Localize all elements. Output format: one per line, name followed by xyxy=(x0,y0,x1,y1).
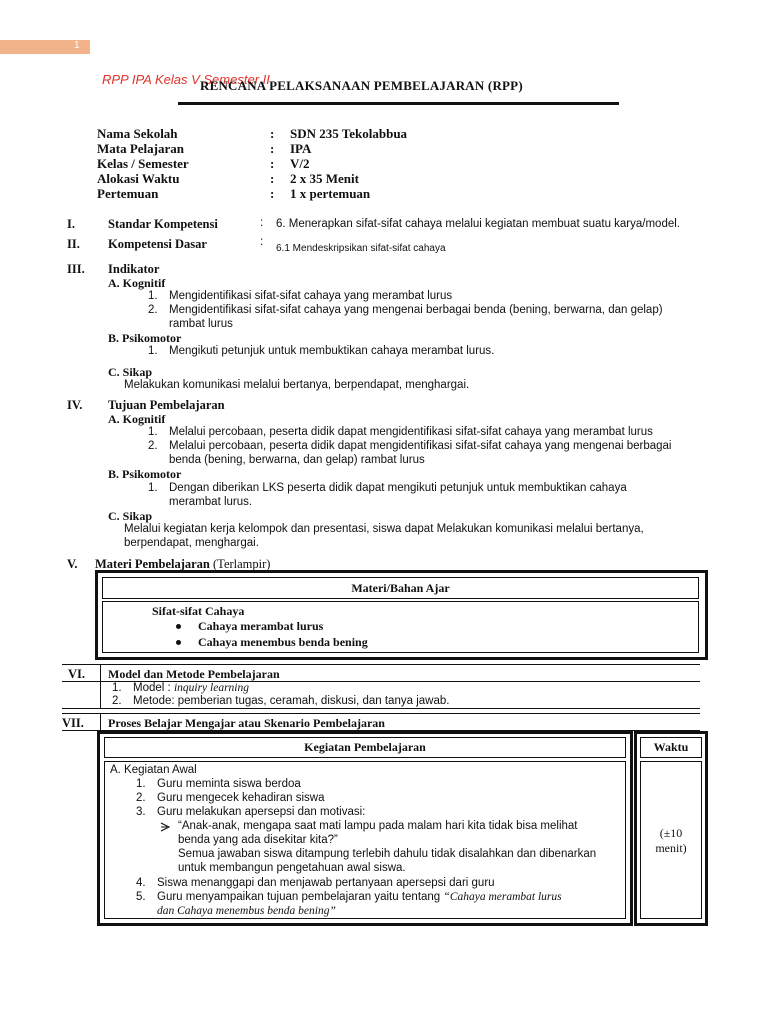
apersepsi-quote: “Anak-anak, mengapa saat mati lampu pada malam hari kita tidak bisa melihat xyxy=(178,820,578,832)
section-label: Proses Belajar Mengajar atau Skenario Pembelajaran xyxy=(108,716,385,730)
identity-value: 1 x pertemuan xyxy=(290,186,371,201)
kegiatan-step: Guru meminta siswa berdoa xyxy=(157,778,301,790)
bullet-icon xyxy=(176,640,181,645)
section-label: Indikator xyxy=(108,262,160,276)
section-colon: : xyxy=(260,217,264,229)
identity-value: SDN 235 Tekolabbua xyxy=(290,126,408,141)
list-item: Mengidentifikasi sifat-sifat cahaya yang mengenai berbagai benda (bening, berwarna, dan gelap) xyxy=(169,304,663,316)
list-number: 1. xyxy=(148,290,158,302)
kegiatan-step: Guru melakukan apersepsi dan motivasi: xyxy=(157,806,366,818)
table-rule xyxy=(62,713,700,714)
main-title: RENCANA PELAKSANAAN PEMBELAJARAN (RPP) xyxy=(200,78,523,93)
materi-table-header xyxy=(102,577,699,599)
kompetensi-dasar-text: 6.1 Mendeskripsikan sifat-sifat cahaya xyxy=(276,243,446,254)
identity-colon: : xyxy=(270,141,275,156)
section-label: Tujuan Pembelajaran xyxy=(108,398,225,412)
section-number: VI. xyxy=(68,667,86,681)
section-number: III. xyxy=(67,262,85,276)
list-number: 1. xyxy=(112,682,122,694)
table-col-rule xyxy=(100,713,101,730)
kegiatan-step: Guru mengecek kehadiran siswa xyxy=(157,792,325,804)
subsection-title: A. Kognitif xyxy=(108,412,166,426)
materi-bullet-item: Cahaya merambat lurus xyxy=(198,619,324,633)
section-label: Materi Pembelajaran xyxy=(95,557,210,571)
page-number: 1 xyxy=(74,40,80,51)
model-value: inquiry learning xyxy=(173,682,250,694)
kegiatan-step: Siswa menanggapi dan menjawab pertanyaan apersepsi dari guru xyxy=(157,877,495,889)
bullet-icon xyxy=(176,624,181,629)
identity-colon: : xyxy=(270,126,275,141)
list-item-continued: merambat lurus. xyxy=(169,496,253,508)
identity-label: Alokasi Waktu xyxy=(97,171,180,186)
identity-label: Mata Pelajaran xyxy=(97,141,185,156)
section-colon: : xyxy=(260,236,264,248)
list-number: 3. xyxy=(136,806,146,818)
list-number: 2. xyxy=(112,695,122,707)
list-number: 4. xyxy=(136,877,146,889)
subsection-title: B. Psikomotor xyxy=(108,331,182,345)
list-number: 2. xyxy=(148,440,158,452)
list-number: 1. xyxy=(148,482,158,494)
list-number: 1. xyxy=(148,426,158,438)
identity-label: Kelas / Semester xyxy=(97,156,189,171)
kegiatan-stage: A. Kegiatan Awal xyxy=(110,764,197,776)
kegiatan-step-topic-continued: dan Cahaya menembus benda bening” xyxy=(157,905,336,917)
list-item: Metode: pemberian tugas, ceramah, diskusi, dan tanya jawab. xyxy=(133,695,450,707)
paragraph: Melalui kegiatan kerja kelompok dan presentasi, siswa dapat Melakukan komunikasi melalui bertanya, xyxy=(124,523,644,535)
model-label: Model xyxy=(133,682,165,694)
list-number: 5. xyxy=(136,891,146,903)
materi-topic: Sifat-sifat Cahaya xyxy=(152,604,245,618)
list-number: 2. xyxy=(136,792,146,804)
kegiatan-header-label: Kegiatan Pembelajaran xyxy=(304,740,426,754)
section-number: I. xyxy=(67,217,75,231)
subsection-title: C. Sikap xyxy=(108,365,153,379)
identity-colon: : xyxy=(270,171,275,186)
list-number: 1. xyxy=(136,778,146,790)
identity-value: IPA xyxy=(290,141,312,156)
identity-colon: : xyxy=(270,186,275,201)
identity-colon: : xyxy=(270,156,275,171)
model-line xyxy=(133,682,249,694)
list-item: Melalui percobaan, peserta didik dapat mengidentifikasi sifat-sifat cahaya yang mengenai berbagai xyxy=(169,440,672,452)
waktu-header-label: Waktu xyxy=(653,740,689,754)
apersepsi-quote-continued: benda yang ada disekitar kita?” xyxy=(178,834,338,846)
list-item-continued: rambat lurus xyxy=(169,318,233,330)
section-label: Model dan Metode Pembelajaran xyxy=(108,667,280,681)
list-number: 1. xyxy=(148,345,158,357)
list-item: Mengikuti petunjuk untuk membuktikan cahaya merambat lurus. xyxy=(169,345,495,357)
materi-table-header-label: Materi/Bahan Ajar xyxy=(351,581,450,595)
subsection-title: C. Sikap xyxy=(108,509,153,523)
kegiatan-step-text: Guru menyampaikan tujuan pembelajaran yaitu tentang xyxy=(157,891,441,903)
waktu-unit: menit) xyxy=(655,841,687,855)
title-rule xyxy=(178,102,619,105)
apersepsi-note: Semua jawaban siswa ditampung terlebih dahulu tidak disalahkan dan dibenarkan xyxy=(178,848,597,860)
identity-label: Nama Sekolah xyxy=(97,126,178,141)
identity-value: V/2 xyxy=(290,156,310,171)
table-col-rule xyxy=(100,664,101,708)
apersepsi-note-continued: untuk membangun pengetahuan awal siswa. xyxy=(178,862,406,874)
arrow-bullet-icon xyxy=(160,822,170,832)
list-item: Mengidentifikasi sifat-sifat cahaya yang merambat lurus xyxy=(169,290,453,302)
materi-bullet-item: Cahaya menembus benda bening xyxy=(198,635,368,649)
table-rule xyxy=(62,708,700,709)
list-number: 2. xyxy=(148,304,158,316)
section-label: Standar Kompetensi xyxy=(108,217,218,231)
table-rule xyxy=(62,664,700,665)
section-label: Kompetensi Dasar xyxy=(108,237,207,251)
kegiatan-header xyxy=(104,737,626,758)
section-number: VII. xyxy=(62,716,84,730)
waktu-value: (±10 xyxy=(659,826,683,840)
model-separator: : xyxy=(167,682,171,694)
section-note: (Terlampir) xyxy=(213,557,271,571)
paragraph: Melakukan komunikasi melalui bertanya, berpendapat, menghargai. xyxy=(124,379,470,391)
list-item-continued: benda (bening, berwarna, dan gelap) rambat lurus xyxy=(169,454,425,466)
paragraph-continued: berpendapat, menghargai. xyxy=(124,537,259,549)
subsection-title: B. Psikomotor xyxy=(108,467,182,481)
kegiatan-step xyxy=(157,891,562,903)
section-number: IV. xyxy=(67,398,83,412)
list-item: Melalui percobaan, peserta didik dapat mengidentifikasi sifat-sifat cahaya yang merambat lurus xyxy=(169,426,653,438)
identity-label: Pertemuan xyxy=(97,186,159,201)
section-number: II. xyxy=(67,237,80,251)
header-title: RPP IPA Kelas V Semester II xyxy=(102,72,270,87)
standar-kompetensi-text: 6. Menerapkan sifat-sifat cahaya melalui kegiatan membuat suatu karya/model. xyxy=(276,218,680,230)
list-item: Dengan diberikan LKS peserta didik dapat mengikuti petunjuk untuk membuktikan cahaya xyxy=(169,482,627,494)
identity-value: 2 x 35 Menit xyxy=(290,171,359,186)
subsection-title: A. Kognitif xyxy=(108,276,166,290)
waktu-header xyxy=(640,737,702,758)
section-number: V. xyxy=(67,557,78,571)
kegiatan-step-topic: “Cahaya merambat lurus xyxy=(443,891,562,903)
